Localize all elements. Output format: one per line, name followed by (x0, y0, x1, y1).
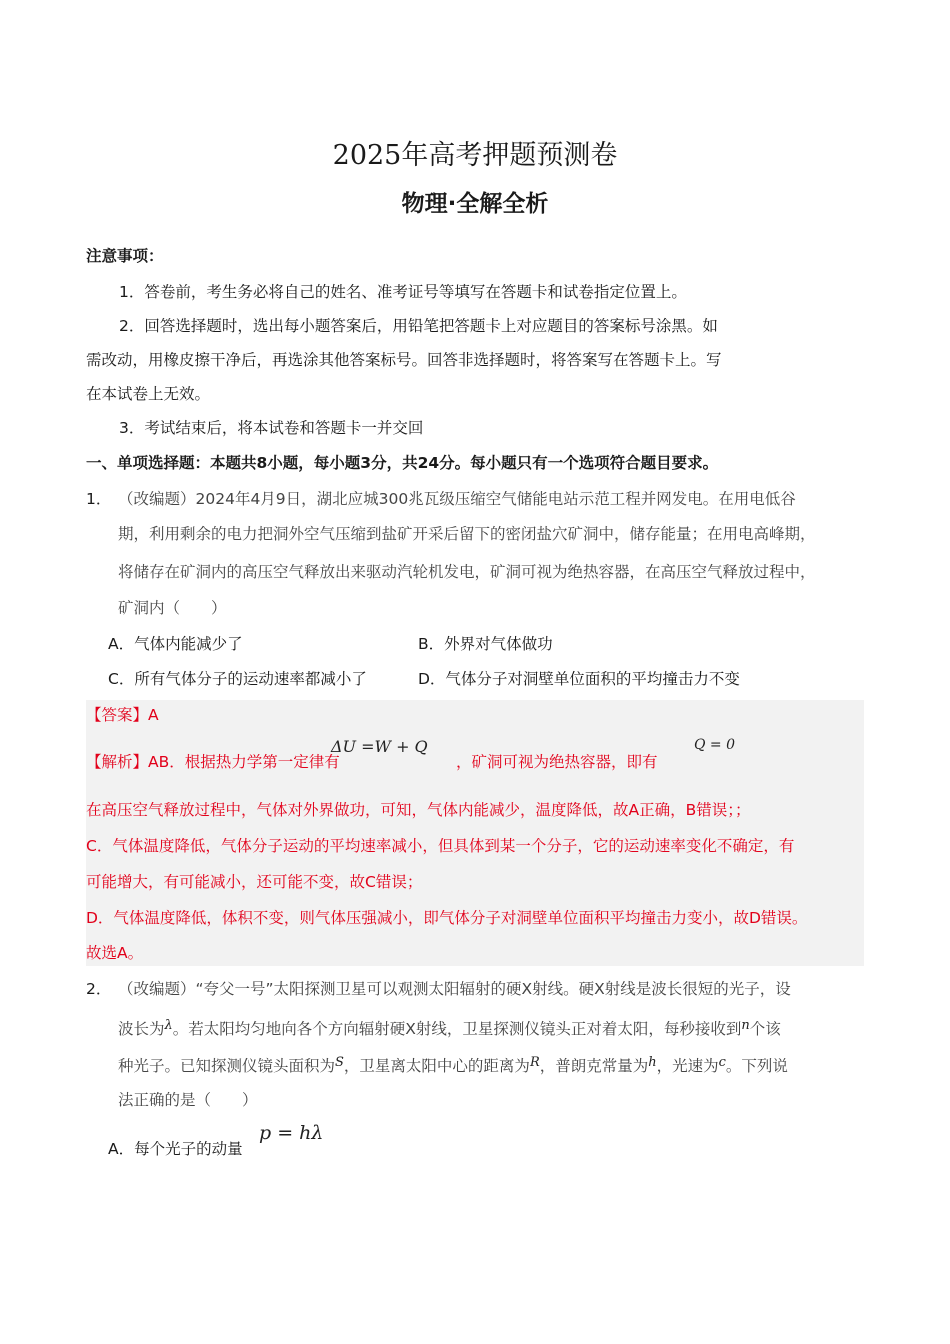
q2-text-distance: ，卫星离太阳中心的距离为 (343, 1057, 530, 1075)
question-1-explanation-line-2: 在高压空气释放过程中，气体对外界做功，可知，气体内能减少，温度降低，故A正确，B错误；； (86, 801, 751, 819)
question-1-line-2: 期，利用剩余的电力把洞外空气压缩到盐矿开采后留下的密闭盐穴矿洞中，储存能量；在用电高峰期， (118, 525, 816, 543)
question-2-option-a: A．每个光子的动量 (108, 1140, 243, 1158)
page-title: 2025年高考押题预测卷 (332, 140, 618, 171)
question-1-line-4: 矿洞内（ ） (118, 599, 227, 617)
question-1-explanation-label: 【解析】AB．根据热力学第一定律有 (86, 753, 340, 771)
question-1-number: 1． (86, 490, 112, 508)
formula-q-zero: Q = 0 (694, 737, 736, 753)
question-2-line-1: （改编题）“夸父一号”太阳探测卫星可以观测太阳辐射的硬X射线。硬X射线是波长很短的光子，设 (118, 980, 791, 998)
lambda-symbol: λ (164, 1018, 173, 1033)
h-symbol: h (648, 1055, 657, 1070)
page-subtitle: 物理·全解全析 (401, 191, 549, 217)
question-1-answer: 【答案】A (86, 706, 159, 724)
r-symbol: R (529, 1055, 540, 1070)
q2-text-radiation: 。若太阳均匀地向各个方向辐射硬X射线，卫星探测仪镜头正对着太阳，每秒接收到 (172, 1020, 742, 1038)
notice-item-3: 3．考试结束后，将本试卷和答题卡一并交回 (119, 419, 424, 437)
s-symbol: S (335, 1055, 344, 1070)
question-2-line-3 (118, 1053, 788, 1076)
question-1-explanation-line-3: C．气体温度降低，气体分子运动的平均速率减小，但具体到某一个分子，它的运动速率变化不确定，有 (86, 837, 795, 855)
question-1-explanation-line-4: 可能增大，有可能减小，还可能不变，故C错误； (86, 873, 423, 891)
q2-text-photons: 个该 (749, 1020, 781, 1038)
question-1-line-3: 将储存在矿洞内的高压空气释放出来驱动汽轮机发电，矿洞可视为绝热容器，在高压空气释放过程中， (118, 563, 816, 581)
q2-text-following: 。下列说 (725, 1057, 788, 1075)
question-2-line-2 (118, 1016, 781, 1039)
formula-photon-momentum: p = hλ (259, 1122, 324, 1144)
question-2-line-4: 法正确的是（ ） (118, 1091, 258, 1109)
q2-text-light-speed: ，光速为 (656, 1057, 719, 1075)
question-1-option-a: A．气体内能减少了 (108, 635, 243, 653)
notice-item-1: 1．答卷前，考生务必将自己的姓名、准考证号等填写在答题卡和试卷指定位置上。 (119, 283, 687, 301)
n-symbol: n (741, 1018, 750, 1033)
question-1-option-d: D．气体分子对洞壁单位面积的平均撞击力不变 (418, 670, 740, 688)
question-1-option-c: C．所有气体分子的运动速率都减小了 (108, 670, 367, 688)
question-1-explanation-mid: ，矿洞可视为绝热容器，即有 (456, 753, 658, 771)
notice-heading: 注意事项： (86, 247, 164, 265)
section-heading: 一、单项选择题：本题共8小题，每小题3分，共24分。每小题只有一个选项符合题目要求。 (86, 454, 719, 472)
notice-item-2-line-1: 2．回答选择题时，选出每小题答案后，用铅笔把答题卡上对应题目的答案标号涂黑。如 (119, 317, 718, 335)
q2-text-planck: ，普朗克常量为 (539, 1057, 649, 1075)
question-2-number: 2． (86, 980, 112, 998)
question-1-explanation-line-5: D．气体温度降低，体积不变，则气体压强减小，即气体分子对洞壁单位面积平均撞击力变小，故D错误。 (86, 909, 808, 927)
formula-first-law: ΔU =W + Q (331, 737, 428, 756)
q2-text-area: 种光子。已知探测仪镜头面积为 (118, 1057, 336, 1075)
notice-item-2-line-3: 在本试卷上无效。 (86, 385, 211, 403)
notice-item-2-line-2: 需改动，用橡皮擦干净后，再选涂其他答案标号。回答非选择题时，将答案写在答题卡上。写 (86, 351, 722, 369)
question-1-explanation-line-6: 故选A。 (86, 944, 144, 962)
question-1-line-1: （改编题）2024年4月9日，湖北应城300兆瓦级压缩空气储能电站示范工程并网发电。在用电低谷 (118, 490, 796, 508)
question-1-option-b: B．外界对气体做功 (418, 635, 553, 653)
q2-text-wavelength: 波长为 (118, 1020, 165, 1038)
c-symbol: c (718, 1055, 726, 1070)
